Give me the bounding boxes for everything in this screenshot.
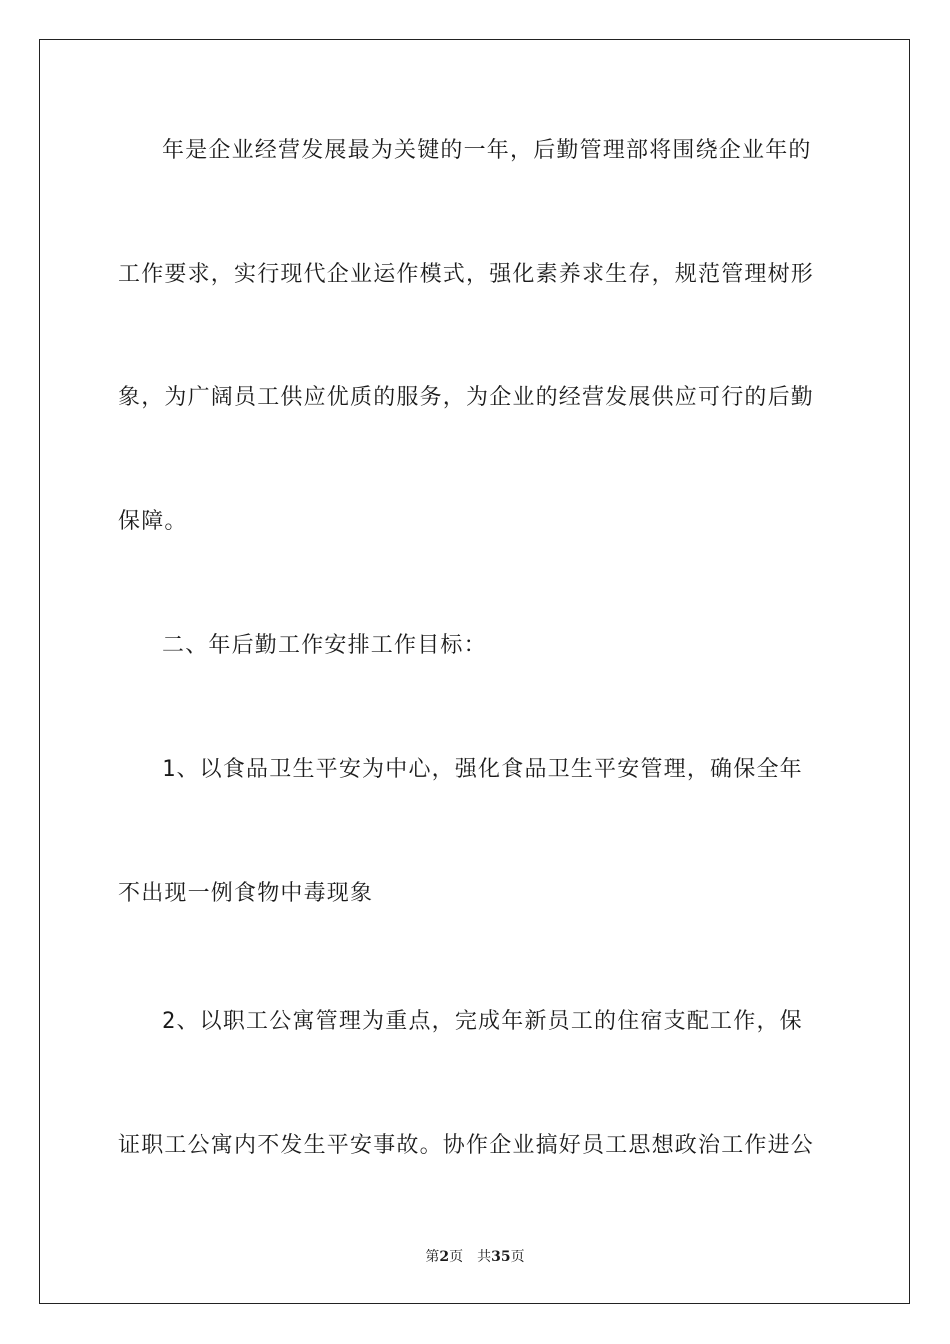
total-pages: 35 [491, 1249, 511, 1265]
page-suffix: 页 [449, 1249, 464, 1265]
page-prefix: 第 [425, 1249, 440, 1265]
paragraph-line-2: 工作要求，实行现代企业运作模式，强化素养求生存，规范管理树形 [118, 262, 815, 287]
paragraph-line-3: 象，为广阔员工供应优质的服务，为企业的经营发展供应可行的后勤 [118, 385, 815, 410]
total-prefix: 共 [477, 1249, 492, 1265]
paragraph-line-7: 不出现一例食物中毒现象 [118, 881, 374, 906]
paragraph-line-4: 保障。 [118, 509, 188, 534]
page-border [39, 39, 910, 1304]
page-number: 2 [439, 1249, 450, 1265]
section-heading: 二、年后勤工作安排工作目标： [162, 633, 487, 658]
paragraph-line-6: 1、以食品卫生平安为中心，强化食品卫生平安管理，确保全年 [162, 757, 803, 782]
page-footer [0, 1246, 950, 1266]
paragraph-line-9: 证职工公寓内不发生平安事故。协作企业搞好员工思想政治工作进公 [118, 1133, 815, 1158]
paragraph-line-1: 年是企业经营发展最为关键的一年，后勤管理部将围绕企业年的 [162, 138, 812, 163]
paragraph-line-8: 2、以职工公寓管理为重点，完成年新员工的住宿支配工作，保 [162, 1009, 803, 1034]
total-suffix: 页 [510, 1249, 525, 1265]
